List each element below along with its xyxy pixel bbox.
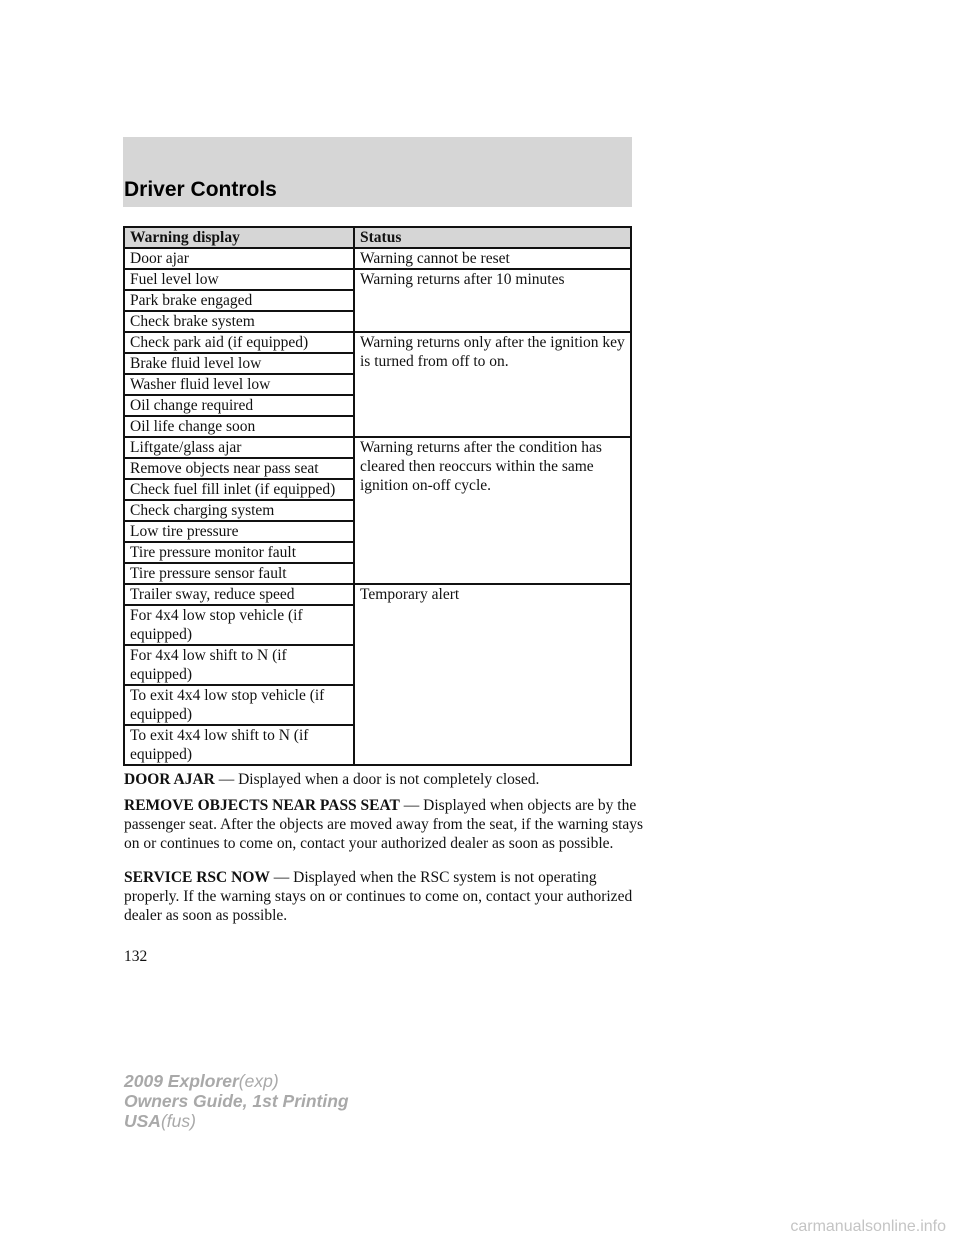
- document-footer: [124, 1071, 349, 1131]
- footer-market-code: (fus): [160, 1111, 196, 1131]
- table-row: [124, 437, 631, 458]
- warning-display-cell: Liftgate/glass ajar: [124, 437, 354, 458]
- warning-display-cell: Tire pressure monitor fault: [124, 542, 354, 563]
- warning-display-cell: Door ajar: [124, 248, 354, 269]
- column-header-status: Status: [354, 227, 631, 248]
- status-cell: Warning cannot be reset: [354, 248, 631, 269]
- warning-display-cell: Oil life change soon: [124, 416, 354, 437]
- column-header-warning-display: Warning display: [124, 227, 354, 248]
- status-cell: Temporary alert: [354, 584, 631, 765]
- watermark: carmanualsonline.info: [790, 1218, 946, 1235]
- footer-market: USA: [124, 1111, 161, 1131]
- warning-display-cell: Park brake engaged: [124, 290, 354, 311]
- footer-edition: Owners Guide, 1st Printing: [124, 1091, 349, 1111]
- table-row: [124, 584, 631, 605]
- warning-display-cell: Check charging system: [124, 500, 354, 521]
- table-row: [124, 332, 631, 353]
- paragraph-term: DOOR AJAR: [124, 771, 215, 788]
- paragraph-text: — Displayed when the RSC system is not operating properly. If the warning stays on or continues to come on, contact your authorized dealer as soon as possible.: [124, 869, 633, 924]
- table-header-row: [124, 227, 631, 248]
- warning-display-cell: To exit 4x4 low stop vehicle (if equipped): [124, 685, 354, 725]
- table-body: [124, 248, 631, 765]
- warning-display-cell: Check fuel fill inlet (if equipped): [124, 479, 354, 500]
- paragraph-service-rsc: [124, 868, 644, 925]
- warning-display-cell: Remove objects near pass seat: [124, 458, 354, 479]
- warning-display-cell: Tire pressure sensor fault: [124, 563, 354, 584]
- paragraph-text: — Displayed when a door is not completely closed.: [214, 771, 540, 788]
- paragraph-remove-objects: [124, 796, 644, 853]
- warning-display-cell: Check brake system: [124, 311, 354, 332]
- warning-display-cell: Washer fluid level low: [124, 374, 354, 395]
- paragraph-term: REMOVE OBJECTS NEAR PASS SEAT: [124, 797, 400, 814]
- warning-display-cell: Fuel level low: [124, 269, 354, 290]
- page-number: 132: [124, 948, 148, 965]
- table-row: [124, 248, 631, 269]
- warning-display-table: [123, 226, 632, 766]
- warning-display-cell: Brake fluid level low: [124, 353, 354, 374]
- section-title: Driver Controls: [124, 178, 277, 201]
- warning-display-cell: Oil change required: [124, 395, 354, 416]
- footer-model: 2009 Explorer: [124, 1071, 239, 1091]
- warning-display-cell: Trailer sway, reduce speed: [124, 584, 354, 605]
- status-cell: Warning returns only after the ignition key is turned from off to on.: [354, 332, 631, 437]
- warning-display-cell: For 4x4 low shift to N (if equipped): [124, 645, 354, 685]
- paragraph-term: SERVICE RSC NOW: [124, 869, 270, 886]
- warning-display-cell: To exit 4x4 low shift to N (if equipped): [124, 725, 354, 765]
- warning-display-cell: Check park aid (if equipped): [124, 332, 354, 353]
- status-cell: Warning returns after the condition has cleared then reoccurs within the same ignition on-off cycle.: [354, 437, 631, 584]
- warning-display-cell: For 4x4 low stop vehicle (if equipped): [124, 605, 354, 645]
- footer-model-code: (exp): [238, 1071, 279, 1091]
- status-cell: Warning returns after 10 minutes: [354, 269, 631, 332]
- table-row: [124, 269, 631, 290]
- warning-display-cell: Low tire pressure: [124, 521, 354, 542]
- paragraph-text: — Displayed when objects are by the passenger seat. After the objects are moved away from the seat, if the warning stays on or continues to come on, contact your authorized dealer as soon as possible.: [124, 797, 644, 852]
- paragraph-door-ajar: [124, 770, 644, 789]
